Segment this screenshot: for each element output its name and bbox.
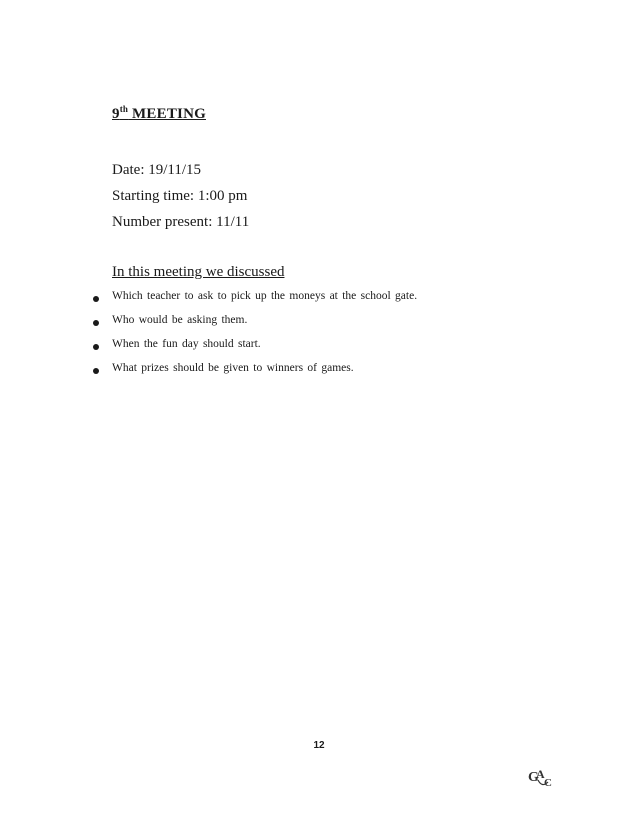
meeting-start-time: Starting time: 1:00 pm	[112, 188, 248, 204]
meeting-title: MEETING	[128, 106, 206, 122]
svg-text:C: C	[544, 777, 552, 789]
list-item-text: When the fun day should start.	[112, 338, 261, 350]
list-item-text: What prizes should be given to winners of games.	[112, 362, 354, 374]
meeting-attendance: Number present: 11/11	[112, 214, 250, 230]
meeting-heading	[112, 106, 206, 123]
meeting-number-suffix: th	[119, 104, 129, 114]
discussion-intro: In this meeting we discussed	[112, 264, 285, 280]
list-item-text: Which teacher to ask to pick up the moneys at the school gate.	[112, 290, 418, 302]
list-item-text: Who would be asking them.	[112, 314, 248, 326]
bullet-icon	[93, 344, 99, 350]
monogram-logo-icon	[528, 766, 558, 790]
bullet-icon	[93, 368, 99, 374]
bullet-icon	[93, 296, 99, 302]
svg-text:G: G	[528, 770, 539, 785]
meeting-date: Date: 19/11/15	[112, 162, 202, 178]
bullet-icon	[93, 320, 99, 326]
svg-text:A: A	[536, 767, 545, 781]
meeting-number: 9	[112, 106, 120, 122]
page-number: 12	[313, 740, 325, 751]
